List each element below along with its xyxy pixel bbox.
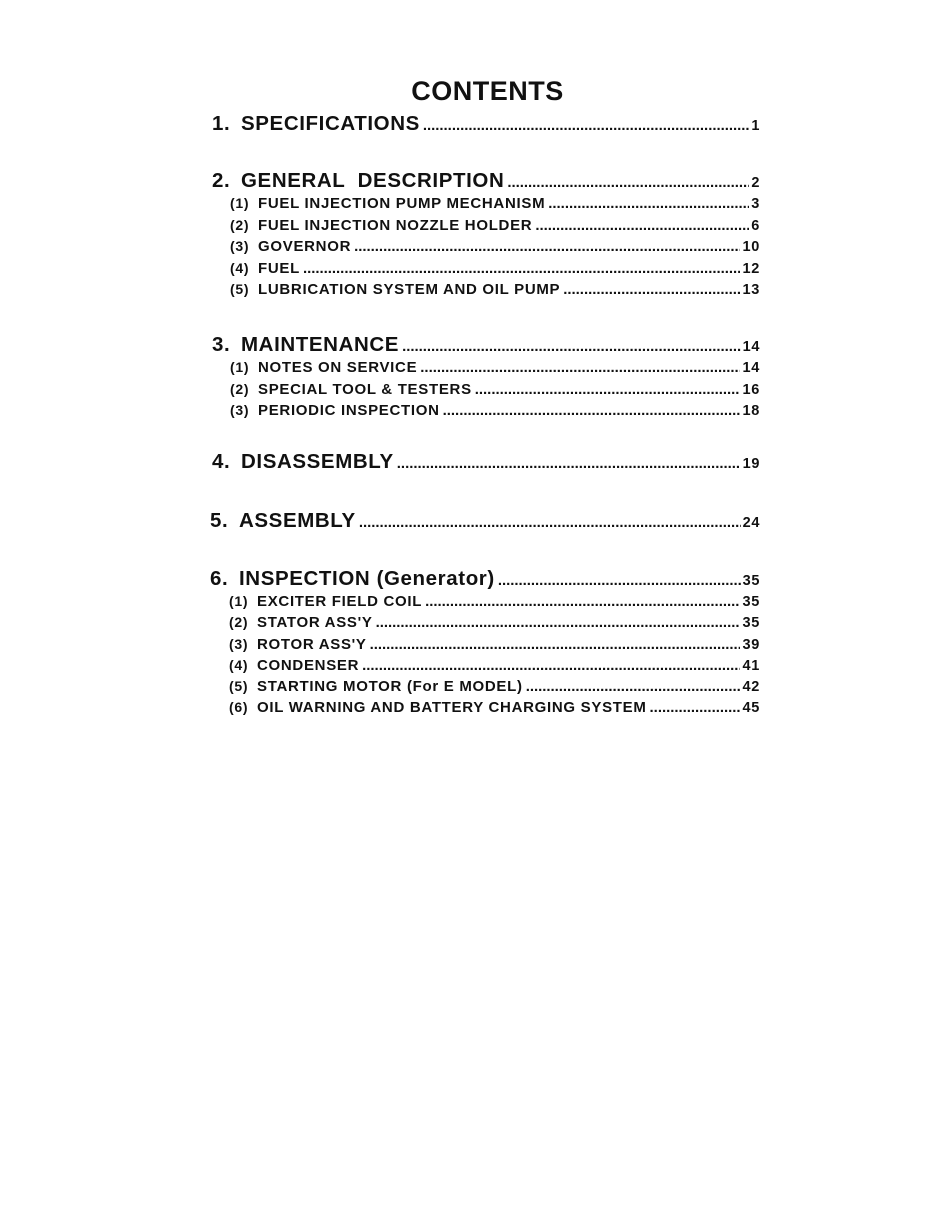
item-number: (5) [229,678,249,694]
toc-item [229,614,760,634]
item-page-number: 3 [751,196,760,212]
dot-leader [548,195,749,212]
dot-leader [498,572,741,589]
dot-leader [420,359,740,376]
section-page-number: 14 [742,339,760,355]
item-number: (2) [230,381,250,397]
item-page-number: 35 [742,615,760,631]
item-number: (5) [230,281,250,297]
item-page-number: 14 [742,360,760,376]
item-page-number: 39 [742,637,760,653]
item-number: (3) [230,402,250,418]
item-page-number: 13 [742,282,760,298]
toc-section-maintenance [212,333,760,359]
toc-item [229,636,760,656]
dot-leader [425,593,740,610]
dot-leader [362,657,740,674]
item-title: LUBRICATION SYSTEM AND OIL PUMP [258,281,561,298]
section-title: GENERAL DESCRIPTION [241,169,505,192]
toc-item [229,593,760,613]
section-page-number: 2 [751,175,760,191]
item-number: (1) [230,359,250,375]
section-page-number: 24 [742,515,760,531]
item-page-number: 10 [742,239,760,255]
section-number: 3. [212,333,231,356]
item-page-number: 6 [751,218,760,234]
item-title: NOTES ON SERVICE [258,359,418,376]
dot-leader [535,217,749,234]
section-page-number: 19 [742,456,760,472]
toc-section-assembly [210,509,760,535]
toc-item [230,281,760,301]
item-page-number: 42 [742,679,760,695]
section-title: MAINTENANCE [241,333,400,356]
item-page-number: 16 [742,382,760,398]
item-number: (6) [229,699,249,715]
section-number: 5. [210,509,229,532]
section-number: 1. [212,112,231,135]
section-number: 6. [210,567,229,590]
item-title: FUEL [258,260,300,277]
item-title: GOVERNOR [258,238,352,255]
item-number: (3) [230,238,250,254]
item-number: (4) [229,657,249,673]
toc-item [230,359,760,379]
item-number: (2) [229,614,249,630]
toc-item [229,678,760,698]
item-title: FUEL INJECTION NOZZLE HOLDER [258,217,533,234]
dot-leader [650,699,741,716]
item-page-number: 45 [742,700,760,716]
dot-leader [354,238,740,255]
toc-item [230,217,760,237]
item-title: EXCITER FIELD COIL [257,593,423,610]
toc-section-inspection [210,567,760,593]
toc-item [230,381,760,401]
section-title: DISASSEMBLY [241,450,394,473]
item-title: ROTOR ASS'Y [257,636,367,653]
toc-item [230,238,760,258]
section-page-number: 35 [742,573,760,589]
item-title: FUEL INJECTION PUMP MECHANISM [258,195,546,212]
item-number: (3) [229,636,249,652]
item-page-number: 18 [742,403,760,419]
item-title: PERIODIC INSPECTION [258,402,440,419]
item-page-number: 35 [742,594,760,610]
section-number: 4. [212,450,231,473]
item-number: (1) [229,593,249,609]
toc-item [229,657,760,677]
dot-leader [397,455,741,472]
dot-leader [526,678,741,695]
section-title: SPECIFICATIONS [241,112,420,135]
dot-leader [475,381,741,398]
dot-leader [370,636,741,653]
item-number: (1) [230,195,250,211]
section-number: 2. [212,169,231,192]
dot-leader [507,174,749,191]
section-title: ASSEMBLY [239,509,356,532]
toc-item [230,402,760,422]
item-title: SPECIAL TOOL & TESTERS [258,381,472,398]
toc-section-specifications [212,112,760,138]
toc-item [230,260,760,280]
item-title: STARTING MOTOR (For E MODEL) [257,678,523,695]
toc-item [230,195,760,215]
toc-item [229,699,760,719]
item-page-number: 12 [742,261,760,277]
item-title: STATOR ASS'Y [257,614,373,631]
dot-leader [402,338,741,355]
dot-leader [443,402,741,419]
dot-leader [303,260,741,277]
item-number: (2) [230,217,250,233]
item-title: OIL WARNING AND BATTERY CHARGING SYSTEM [257,699,647,716]
dot-leader [359,514,741,531]
page-title: CONTENTS [411,76,564,106]
toc-section-general-description [212,169,760,195]
section-title: INSPECTION (Generator) [239,567,495,590]
dot-leader [376,614,741,631]
toc-section-disassembly [212,450,760,476]
item-number: (4) [230,260,250,276]
dot-leader [563,281,740,298]
section-page-number: 1 [751,118,760,134]
item-page-number: 41 [742,658,760,674]
dot-leader [423,117,749,134]
item-title: CONDENSER [257,657,360,674]
